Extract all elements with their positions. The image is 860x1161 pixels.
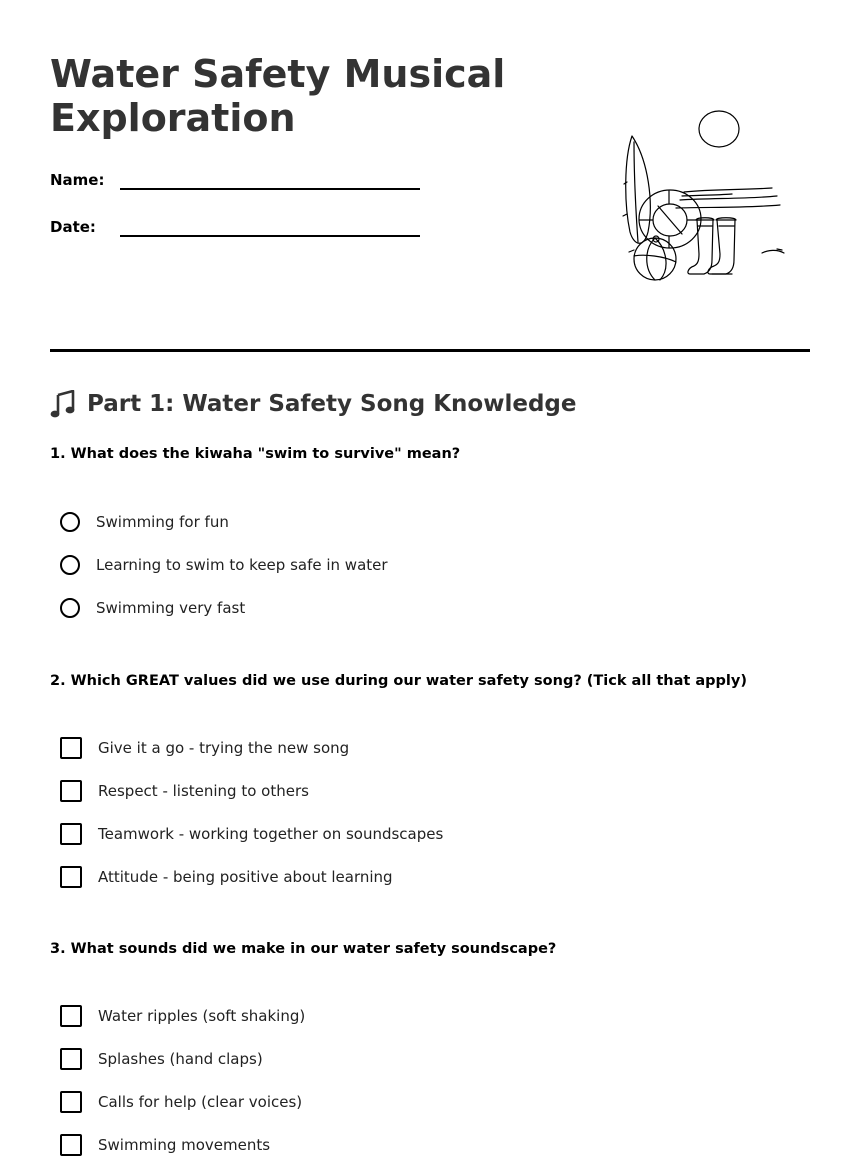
- option-label: Teamwork - working together on soundscapes: [98, 825, 444, 843]
- option-label: Give it a go - trying the new song: [98, 739, 350, 757]
- q2-option-3[interactable]: [60, 821, 443, 847]
- option-label: Swimming movements: [98, 1136, 271, 1154]
- checkbox[interactable]: [60, 866, 82, 888]
- checkbox[interactable]: [60, 1005, 82, 1027]
- name-input-line[interactable]: [120, 164, 420, 190]
- q1-option-1[interactable]: [60, 509, 229, 535]
- option-label: Swimming for fun: [96, 513, 229, 531]
- part1-title: [50, 388, 576, 420]
- q3-option-4[interactable]: [60, 1132, 270, 1158]
- option-label: Attitude - being positive about learning: [98, 868, 393, 886]
- music-note-icon: [50, 390, 76, 418]
- name-field: [50, 164, 420, 190]
- q3-option-3[interactable]: [60, 1089, 302, 1115]
- worksheet-title: Water Safety Musical Exploration: [50, 52, 506, 140]
- option-label: Learning to swim to keep safe in water: [96, 556, 388, 574]
- checkbox[interactable]: [60, 1091, 82, 1113]
- date-input-line[interactable]: [120, 211, 420, 237]
- checkbox[interactable]: [60, 780, 82, 802]
- question-1: 1. What does the kiwaha "swim to survive" mean?: [50, 446, 461, 462]
- surfboard-icon: [626, 136, 651, 243]
- question-3: 3. What sounds did we make in our water safety soundscape?: [50, 941, 557, 957]
- option-label: Respect - listening to others: [98, 782, 309, 800]
- option-label: Swimming very fast: [96, 599, 246, 617]
- beach-scene-icon: [572, 104, 792, 288]
- q1-option-2[interactable]: [60, 552, 388, 578]
- option-label: Calls for help (clear voices): [98, 1093, 303, 1111]
- worksheet-page: [50, 0, 810, 1154]
- radio-button[interactable]: [60, 512, 80, 532]
- radio-button[interactable]: [60, 598, 80, 618]
- wave-line: [684, 188, 772, 192]
- option-label: Splashes (hand claps): [98, 1050, 263, 1068]
- date-field: [50, 211, 420, 237]
- question-2: 2. Which GREAT values did we use during our water safety song? (Tick all that apply): [50, 673, 747, 689]
- q1-option-3[interactable]: [60, 595, 245, 621]
- name-label: Name:: [50, 171, 105, 189]
- checkbox[interactable]: [60, 1048, 82, 1070]
- checkbox[interactable]: [60, 823, 82, 845]
- date-label: Date:: [50, 218, 96, 236]
- q2-option-2[interactable]: [60, 778, 309, 804]
- q2-option-1[interactable]: [60, 735, 349, 761]
- section-divider: [50, 349, 810, 352]
- shell-icon: [762, 250, 784, 253]
- q2-option-4[interactable]: [60, 864, 393, 890]
- boot-icon: [688, 220, 713, 274]
- part1-title-text: Part 1: Water Safety Song Knowledge: [87, 391, 577, 417]
- q3-option-2[interactable]: [60, 1046, 263, 1072]
- radio-button[interactable]: [60, 555, 80, 575]
- q3-option-1[interactable]: [60, 1003, 305, 1029]
- option-label: Water ripples (soft shaking): [98, 1007, 306, 1025]
- sun-icon: [699, 111, 739, 147]
- worksheet-header: [50, 0, 810, 352]
- checkbox[interactable]: [60, 737, 82, 759]
- checkbox[interactable]: [60, 1134, 82, 1156]
